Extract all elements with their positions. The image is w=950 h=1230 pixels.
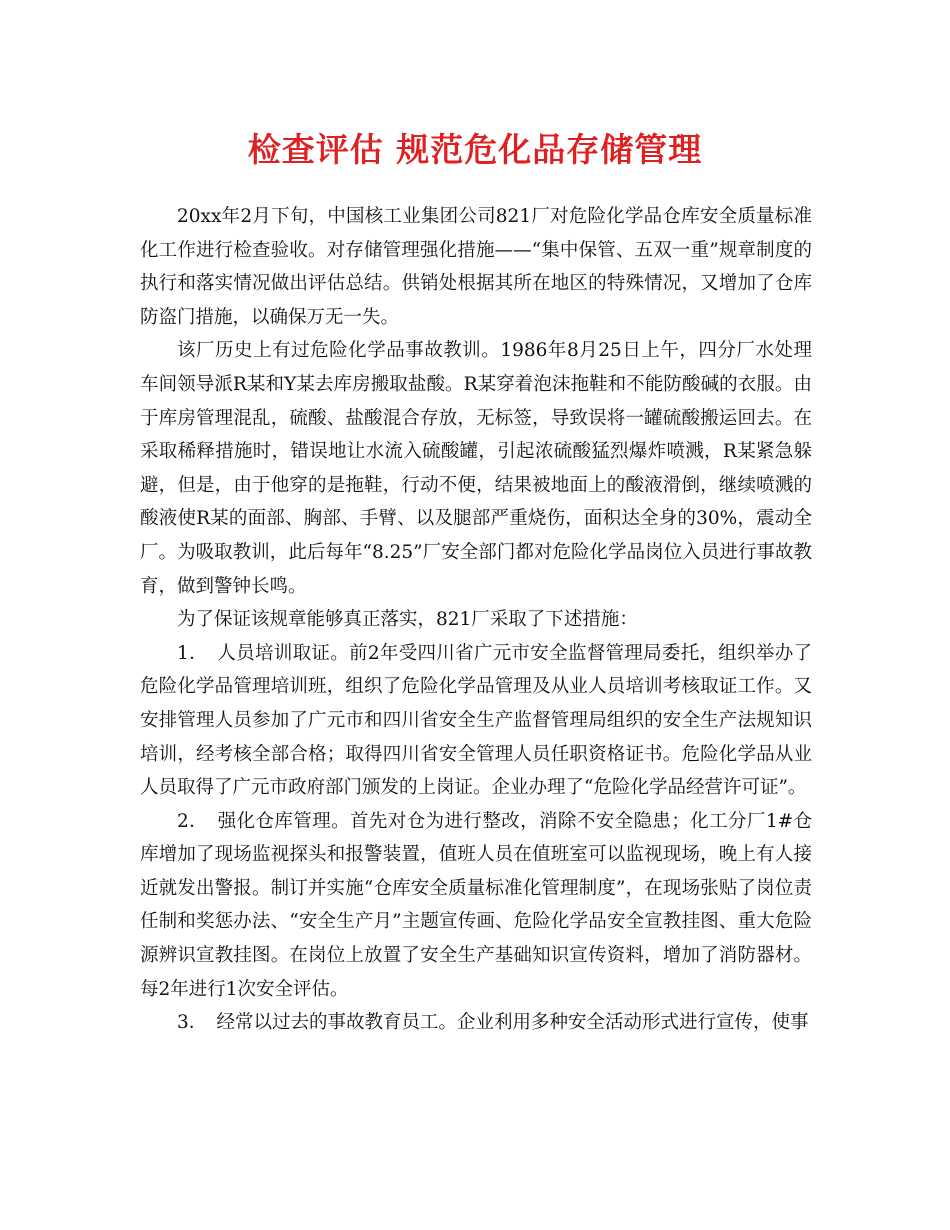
paragraph-accident-history: 该厂历史上有过危险化学品事故教训。1986年8月25日上午，四分厂水处理车间领导派R某和Y某去库房搬取盐酸。R某穿着泡沫拖鞋和不能防酸碱的衣服。由于库房管理混乱，硫酸、盐酸混合存放，无标签，导致误将一罐硫酸搬运回去。在采取稀释措施时，错误地让水流入硫酸罐，引起浓硫酸猛烈爆炸喷溅，R某紧急躲避，但是，由于他穿的是拖鞋，行动不便，结果被地面上的酸液滑倒，继续喷溅的酸液使R某的面部、胸部、手臂、以及腿部严重烧伤，面积达全身的30%，震动全厂。为吸取教训，此后每年“8.25”厂安全部门都对危险化学品岗位入员进行事故教育，做到警钟长鸣。	[140, 340, 812, 597]
document-body	[140, 200, 812, 1040]
paragraph-measure-3: 3． 经常以过去的事故教育员工。企业利用多种安全活动形式进行宣传，使事	[177, 1012, 809, 1034]
document-title: 检查评估 规范危化品存储管理	[247, 130, 703, 169]
paragraph-measure-1: 1． 人员培训取证。前2年受四川省广元市安全监督管理局委托，组织举办了危险化学品管理培训班，组织了危险化学品管理及从业人员培训考核取证工作。又安排管理人员参加了广元市和四川省安全生产监督管理局组织的安全生产法规知识培训，经考核全部合格；取得四川省安全管理人员任职资格证书。危险化学品从业人员取得了广元市政府部门颁发的上岗证。企业办理了“危险化学品经营许可证”。	[140, 642, 812, 799]
paragraph-measure-2: 2． 强化仓库管理。首先对仓为进行整改，消除不安全隐患；化工分厂1#仓库增加了现场监视探头和报警装置，值班人员在值班室可以监视现场，晚上有人接近就发出警报。制订并实施“仓库安全质量标准化管理制度”，在现场张贴了岗位责任制和奖惩办法、“安全生产月”主题宣传画、危险化学品安全宣教挂图、重大危险源辨识宣教挂图。在岗位上放置了安全生产基础知识宣传资料，增加了消防器材。每2年进行1次安全评估。	[140, 810, 812, 1000]
paragraph-measures-intro: 为了保证该规章能够真正落实，821厂采取了下述措施：	[177, 609, 638, 631]
paragraph-intro: 20xx年2月下旬，中国核工业集团公司821厂对危险化学品仓库安全质量标准化工作进行检查验收。对存储管理强化措施——“集中保管、五双一重”规章制度的执行和落实情况做出评估总结。供销处根据其所在地区的特殊情况，又增加了仓库防盗门措施，以确保万无一失。	[140, 206, 812, 328]
